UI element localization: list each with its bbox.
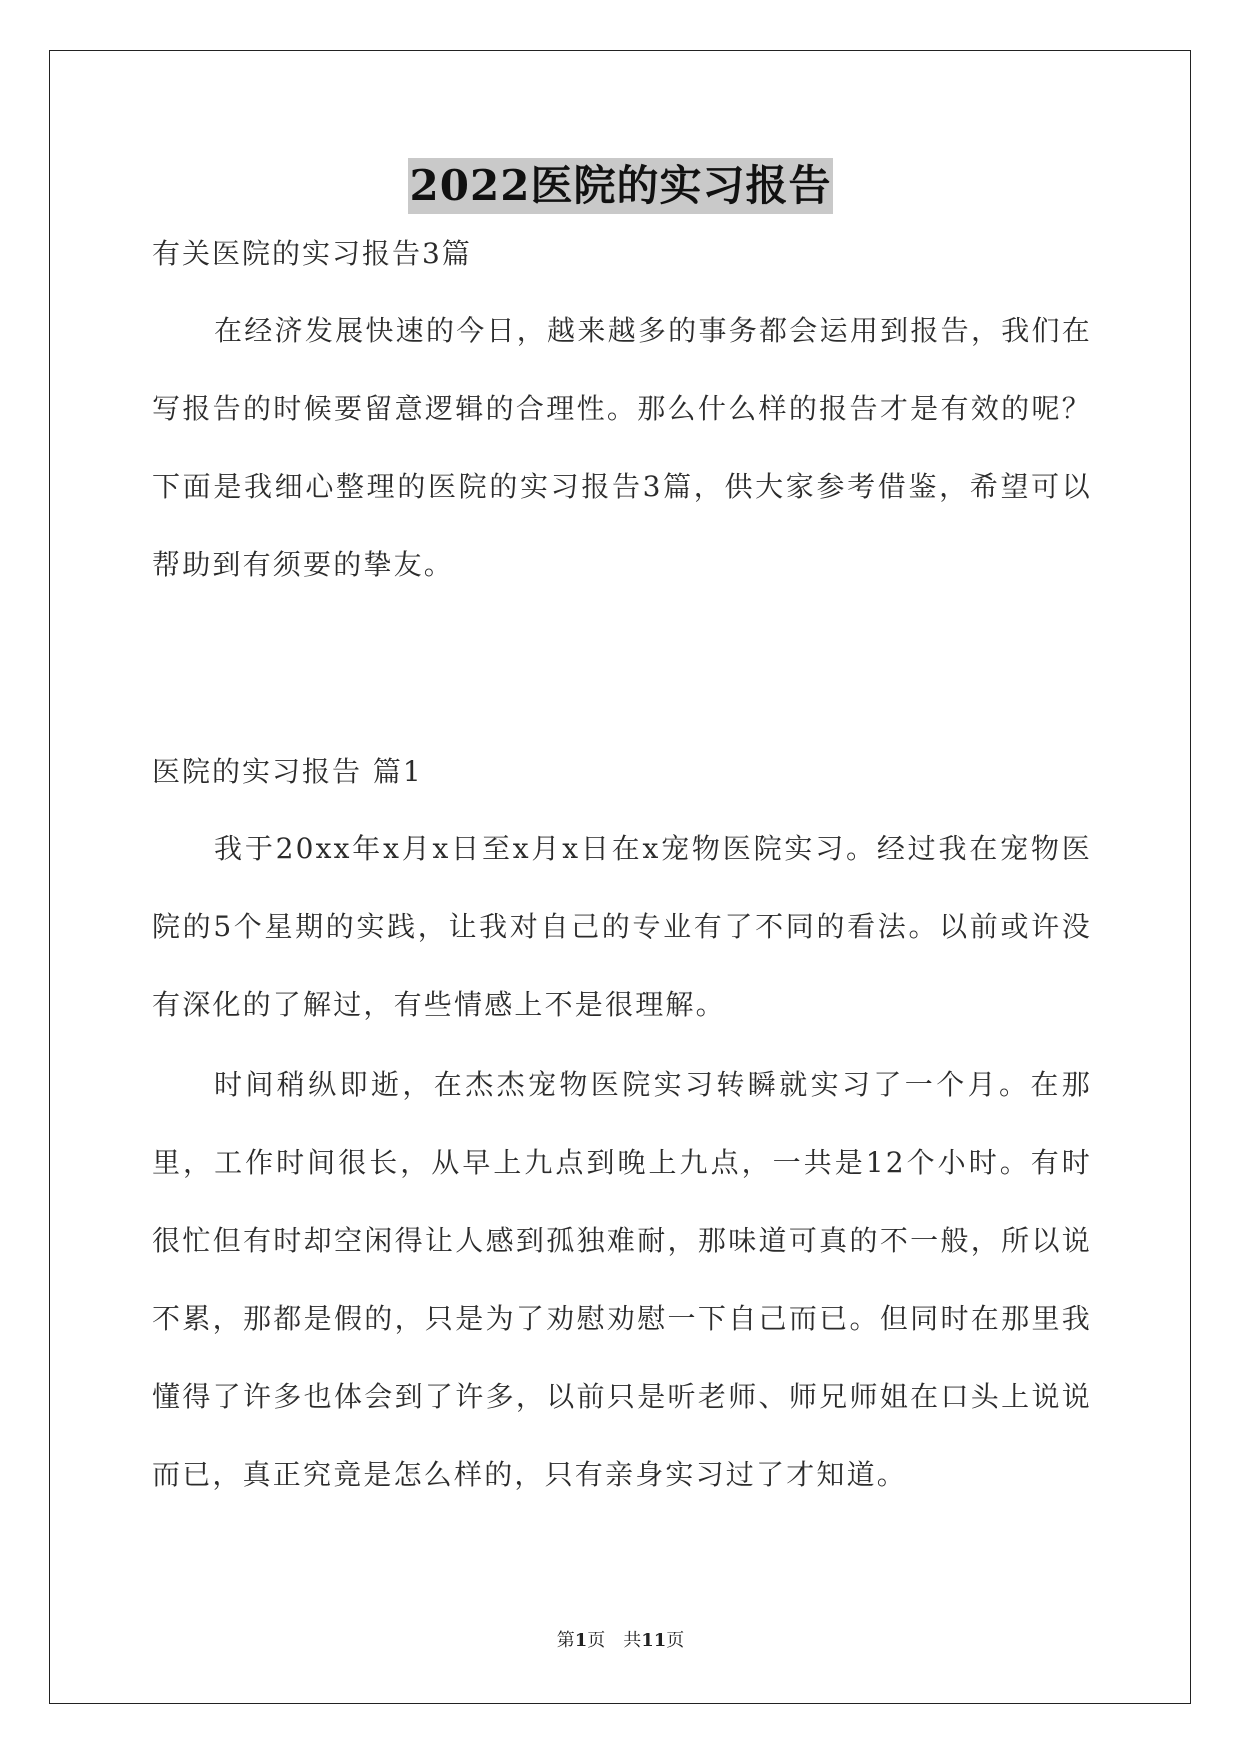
- body-paragraph-1: 我于20xx年x月x日至x月x日在x宠物医院实习。经过我在宠物医院的5个星期的实践，让我对自己的专业有了不同的看法。以前或许没有深化的了解过，有些情感上不是很理解。: [152, 832, 1092, 1021]
- intro-paragraph: 在经济发展快速的今日，越来越多的事务都会运用到报告，我们在写报告的时候要留意逻辑的合理性。那么什么样的报告才是有效的呢？下面是我细心整理的医院的实习报告3篇，供大家参考借鉴，希望可以帮助到有须要的挚友。: [152, 314, 1092, 581]
- document-subtitle: 有关医院的实习报告3篇: [152, 237, 472, 270]
- footer-total-pages: 11: [641, 1630, 667, 1651]
- section-heading: 医院的实习报告 篇1: [152, 755, 423, 788]
- footer-prefix: 第: [556, 1630, 575, 1651]
- title-container: [0, 158, 1241, 214]
- footer-current-page: 1: [574, 1630, 588, 1651]
- footer-suffix: 页: [666, 1630, 685, 1651]
- page-footer: [0, 1626, 1241, 1652]
- body-paragraph-2: 时间稍纵即逝，在杰杰宠物医院实习转瞬就实习了一个月。在那里，工作时间很长，从早上九点到晚上九点，一共是12个小时。有时很忙但有时却空闲得让人感到孤独难耐，那味道可真的不一般，所以说不累，那都是假的，只是为了劝慰劝慰一下自己而已。但同时在那里我懂得了许多也体会到了许多，以前只是听老师、师兄师姐在口头上说说而已，真正究竟是怎么样的，只有亲身实习过了才知道。: [152, 1068, 1092, 1491]
- footer-mid: 页 共: [587, 1630, 642, 1651]
- document-title: 2022医院的实习报告: [408, 158, 834, 214]
